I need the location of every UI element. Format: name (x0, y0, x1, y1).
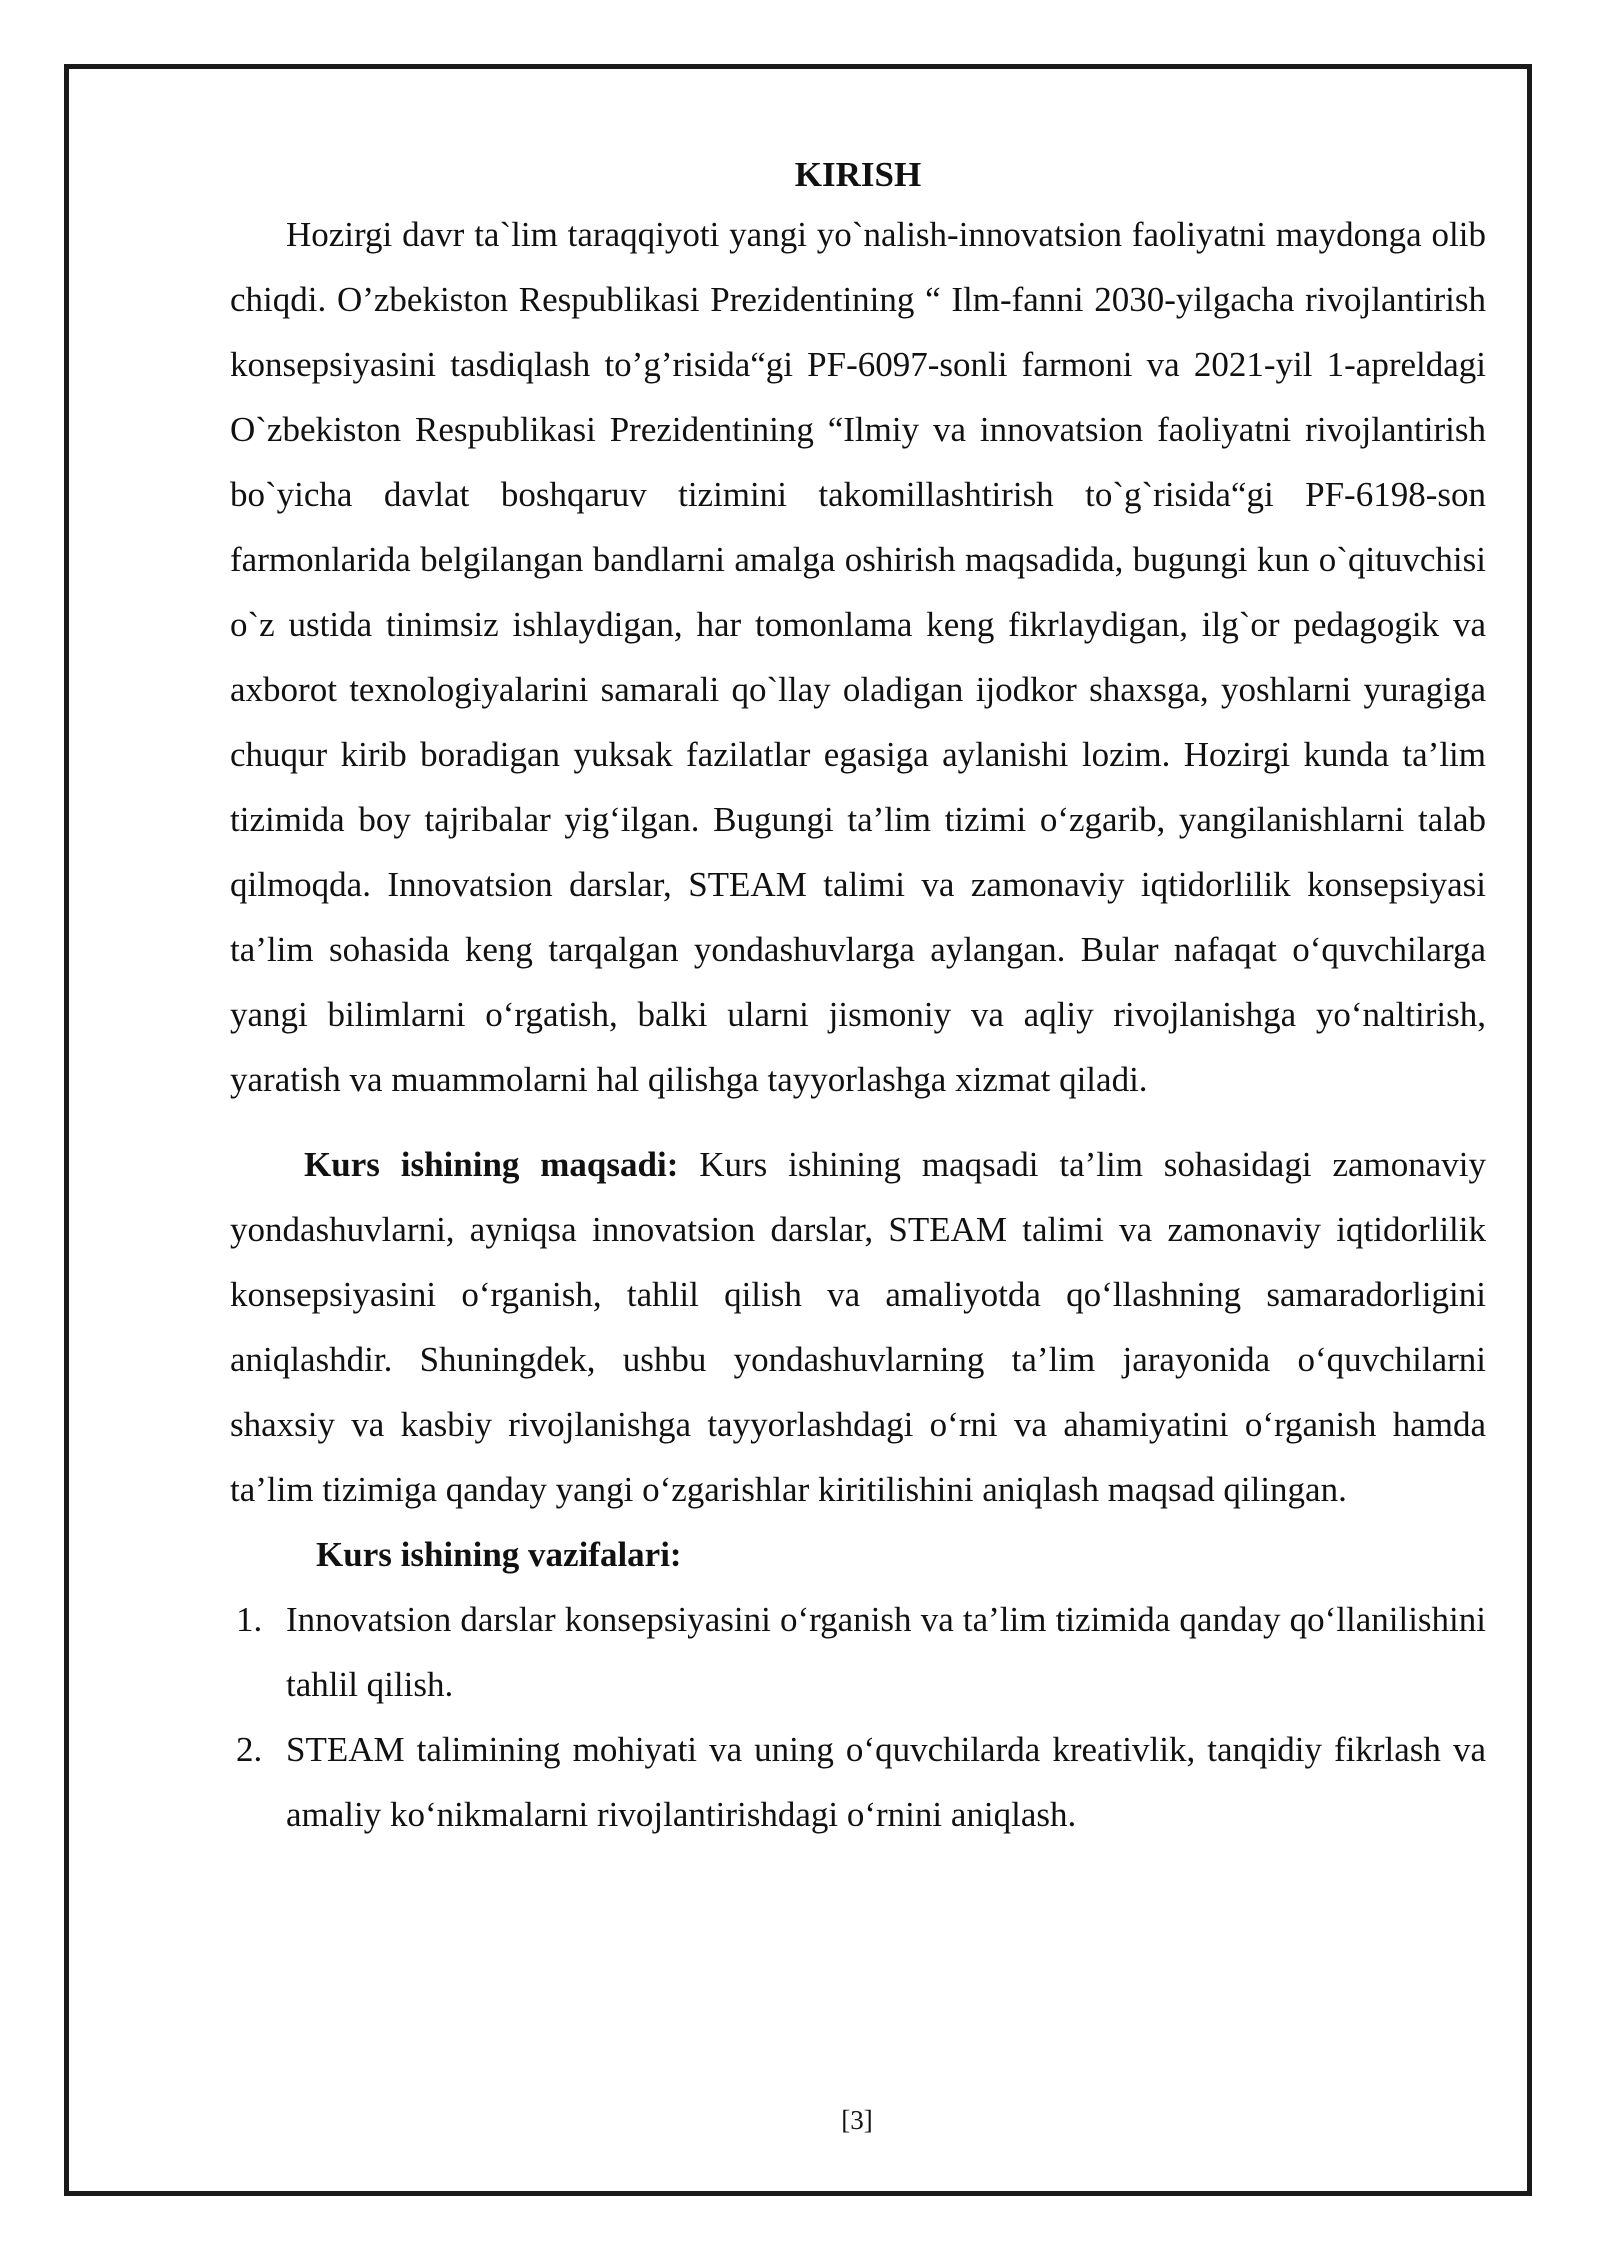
page-number-text: [3] (841, 2105, 873, 2135)
list-item-number: 2. (236, 1730, 263, 1769)
page-title: KIRISH (794, 155, 922, 194)
goal-label: Kurs ishining maqsadi: (304, 1145, 679, 1184)
list-item-text: Innovatsion darslar konsepsiyasini o‘rganish va ta’lim tizimida qanday qo‘llanilishini tahlil qilish. (286, 1600, 1486, 1704)
list-item-text: STEAM talimining mohiyati va uning o‘quvchilarda kreativlik, tanqidiy fikrlash va amaliy ko‘nikmalarni rivojlantirishdagi o‘rnini aniqlash. (286, 1730, 1486, 1834)
list-item (230, 1587, 1486, 1717)
goal-paragraph (230, 1132, 1486, 1522)
tasks-heading: Kurs ishining vazifalari: (316, 1535, 682, 1574)
list-item (230, 1717, 1486, 1847)
page-number (0, 2102, 1600, 2138)
tasks-list (230, 1587, 1486, 1847)
intro-paragraph: Hozirgi davr ta`lim taraqqiyoti yangi yo`nalish-innovatsion faoliyatni maydonga olib chiqdi. O’zbekiston Respublikasi Prezidentining “ Ilm-fanni 2030-yilgacha rivojlantirish konsepsiyasini tasdiqlash to’g’risida“gi PF-6097-sonli farmoni va 2021-yil 1-apreldagi O`zbekiston Respublikasi Prezidentining “Ilmiy va innovatsion faoliyatni rivojlantirish bo`yicha davlat boshqaruv tizimini takomillashtirish to`g`risida“gi PF-6198-son farmonlarida belgilangan bandlarni amalga oshirish maqsadida, bugungi kun o`qituvchisi o`z ustida tinimsiz ishlaydigan, har tomonlama keng fikrlaydigan, ilg`or pedagogik va axborot texnologiyalarini samarali qo`llay oladigan ijodkor shaxsga, yoshlarni yuragiga chuqur kirib boradigan yuksak fazilatlar egasiga aylanishi lozim. Hozirgi kunda ta’lim tizimida boy tajribalar yig‘ilgan. Bugungi ta’lim tizimi o‘zgarib, yangilanishlarni talab qilmoqda. Innovatsion darslar, STEAM talimi va zamonaviy iqtidorlilik konsepsiyasi ta’lim sohasida keng tarqalgan yondashuvlarga aylangan. Bular nafaqat o‘quvchilarga yangi bilimlarni o‘rgatish, balki ularni jismoniy va aqliy rivojlanishga yo‘naltirish, yaratish va muammolarni hal qilishga tayyorlashga xizmat qiladi. (230, 215, 1486, 1099)
goal-text: Kurs ishining maqsadi ta’lim sohasidagi zamonaviy yondashuvlarni, ayniqsa innovatsion darslar, STEAM talimi va zamonaviy iqtidorlilik konsepsiyasini o‘rganish, tahlil qilish va amaliyotda qo‘llashning samaradorligini aniqlashdir. Shuningdek, ushbu yondashuvlarning ta’lim jarayonida o‘quvchilarni shaxsiy va kasbiy rivojlanishga tayyorlashdagi o‘rni va ahamiyatini o‘rganish hamda ta’lim tizimiga qanday yangi o‘zgarishlar kiritilishini aniqlash maqsad qilingan. (230, 1145, 1486, 1509)
page-content (230, 148, 1486, 1847)
list-item-number: 1. (236, 1600, 263, 1639)
